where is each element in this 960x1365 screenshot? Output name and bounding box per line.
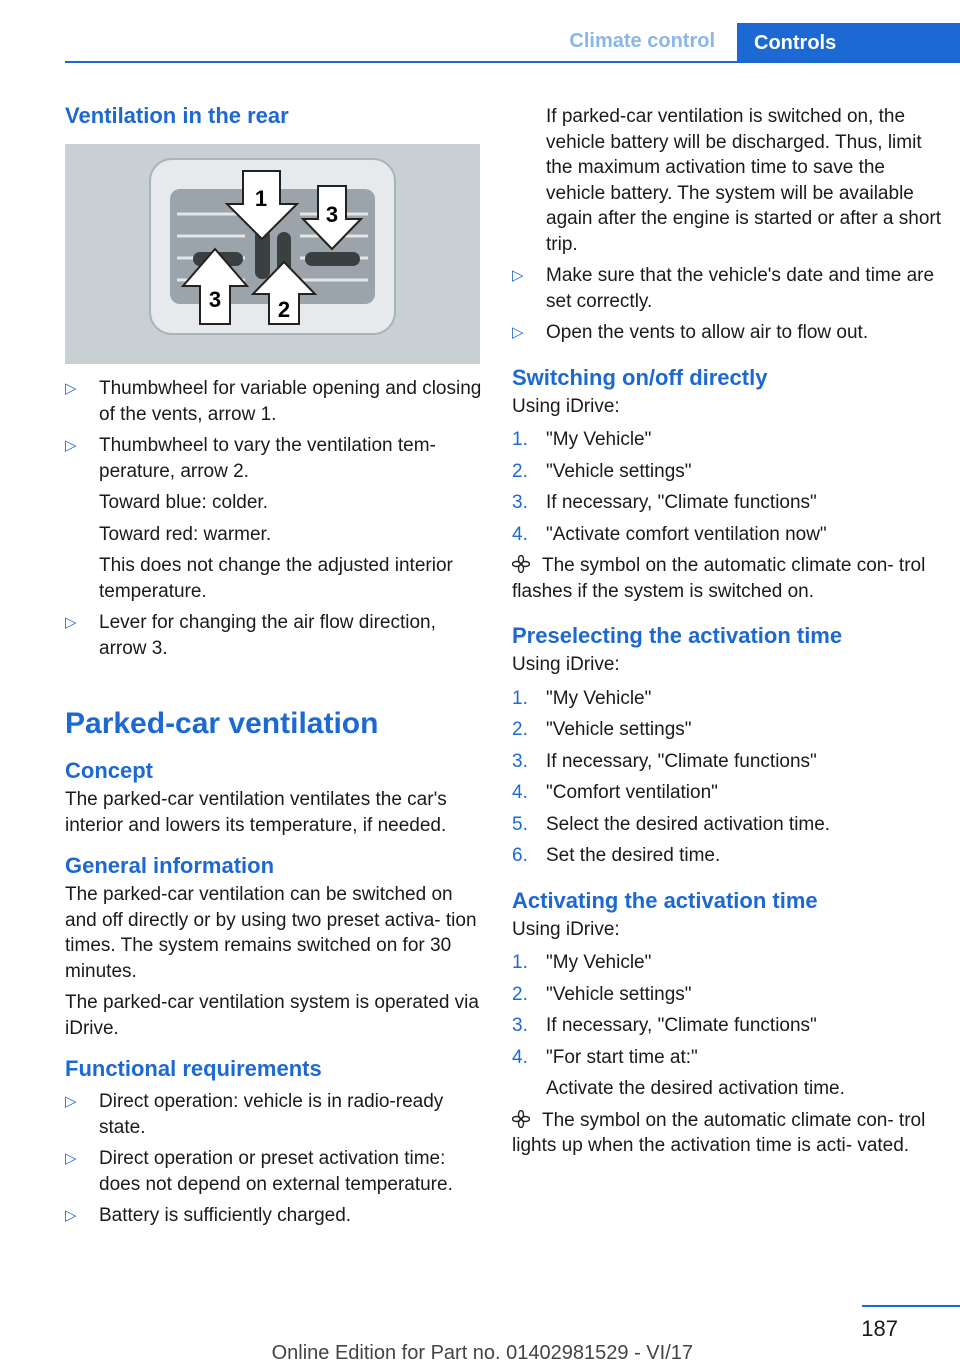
bullet-marker: ▷: [65, 1207, 77, 1224]
heading-functional-requirements: Functional requirements: [65, 1056, 322, 1081]
idrive-intro: Using iDrive:: [512, 918, 620, 940]
bullet-marker: ▷: [65, 1150, 77, 1167]
fan-icon: [512, 555, 530, 573]
list-item: ▷ Battery is sufficiently charged.: [65, 1203, 485, 1229]
vent-illustration: [65, 144, 480, 364]
general-text: The parked-car ventilation can be switched on and off directly or by using two preset activa‐ tion times. The system remains switched on for 30 minutes.: [65, 884, 477, 982]
bullet-marker: ▷: [65, 1093, 77, 1110]
sub-text: This does not change the adjusted interior temperature.: [99, 555, 453, 602]
arrow-label-3-right: 3: [325, 202, 339, 227]
arrow-label-2: 2: [277, 297, 291, 322]
heading-preselecting-activation-time: Preselecting the activation time: [512, 623, 843, 648]
left-column: [65, 100, 485, 1229]
concept-text: The parked-car ventilation ventilates the car's interior and lowers its temperature, if needed.: [65, 789, 447, 836]
heading-activating-activation-time: Activating the activation time: [512, 887, 818, 913]
list-item: 1. "My Vehicle": [512, 429, 652, 450]
list-item: ▷ Make sure that the vehicle's date and time are set correctly.: [512, 265, 935, 312]
list-item: 4. "Comfort ventilation": [512, 782, 718, 803]
heading-general-information: General information: [65, 853, 275, 878]
list-item: 4. "For start time at:": [512, 1046, 698, 1068]
list-item: ▷ Direct operation: vehicle is in radio-ready state.: [65, 1091, 444, 1138]
page-number: 187: [861, 1316, 898, 1341]
list-item: 3. If necessary, "Climate functions": [512, 492, 817, 513]
list-item: 1. "My Vehicle": [512, 952, 652, 973]
edition-note: Online Edition for Part no. 01402981529 - VI/17: [271, 1342, 693, 1364]
bullet-marker: ▷: [512, 267, 524, 284]
list-item: 1. "My Vehicle": [512, 687, 652, 709]
fan-icon: [512, 1110, 530, 1128]
heading-concept: Concept: [65, 758, 153, 783]
list-item: 3. If necessary, "Climate functions": [512, 750, 817, 772]
footer-rule: [862, 1305, 960, 1307]
list-item: ▷ Thumbwheel to vary the ventilation tem‐ perature, arrow 2.: [65, 435, 436, 482]
list-item: ▷ Open the vents to allow air to flow out.: [512, 320, 942, 346]
list-item: ▷ Direct operation or preset activation time: does not depend on external temperature.: [65, 1148, 453, 1195]
bullet-marker: ▷: [65, 380, 77, 397]
bullet-marker: ▷: [65, 614, 77, 631]
activation-note: The symbol on the automatic climate con‐ trol lights up when the activation time is acti‐ vated.: [512, 1109, 926, 1156]
idrive-intro: Using iDrive:: [512, 395, 620, 417]
page-header: [0, 0, 960, 62]
sub-text: Toward red: warmer.: [99, 523, 272, 545]
rear-vent-figure: [65, 144, 480, 364]
sub-text: Activate the desired activation time.: [546, 1078, 845, 1099]
chapter-tab: Controls: [737, 23, 960, 62]
bullet-marker: ▷: [512, 324, 524, 341]
heading-switching-on-off: Switching on/off directly: [512, 364, 768, 390]
heading-rear-ventilation: Ventilation in the rear: [65, 103, 289, 128]
switch-note: The symbol on the automatic climate con‐ trol flashes if the system is switched on.: [512, 555, 926, 602]
list-item: ▷ Thumbwheel for variable opening and closing of the vents, arrow 1.: [65, 378, 482, 425]
sub-text: Toward blue: colder.: [99, 492, 268, 513]
list-item: 2. "Vehicle settings": [512, 983, 692, 1005]
bullet-marker: ▷: [65, 437, 77, 454]
list-item: 4. "Activate comfort ventilation now": [512, 523, 827, 545]
list-item: 5. Select the desired activation time.: [512, 813, 831, 835]
heading-parked-car-ventilation: Parked-car ventilation: [65, 707, 379, 740]
list-item: 3. If necessary, "Climate functions": [512, 1015, 817, 1036]
list-item: ▷ Lever for changing the air flow direction, arrow 3.: [65, 612, 436, 659]
section-title: Climate control: [569, 30, 715, 52]
continued-text: If parked-car ventilation is switched on, the vehicle battery will be discharged. Thus, limit the maximum activation time to save the vehicle battery. The system will be available again after the engine is started or after a short trip.: [546, 106, 942, 255]
idrive-intro: Using iDrive:: [512, 654, 620, 675]
arrow-label-3-left: 3: [208, 287, 222, 312]
general-text: The parked-car ventilation system is operated via iDrive.: [65, 992, 479, 1039]
list-item: 2. "Vehicle settings": [512, 460, 692, 482]
list-item: 2. "Vehicle settings": [512, 719, 692, 740]
right-column: [512, 104, 942, 1159]
arrow-label-1: 1: [254, 186, 268, 211]
list-item: 6. Set the desired time.: [512, 845, 721, 866]
header-rule: [65, 61, 960, 63]
